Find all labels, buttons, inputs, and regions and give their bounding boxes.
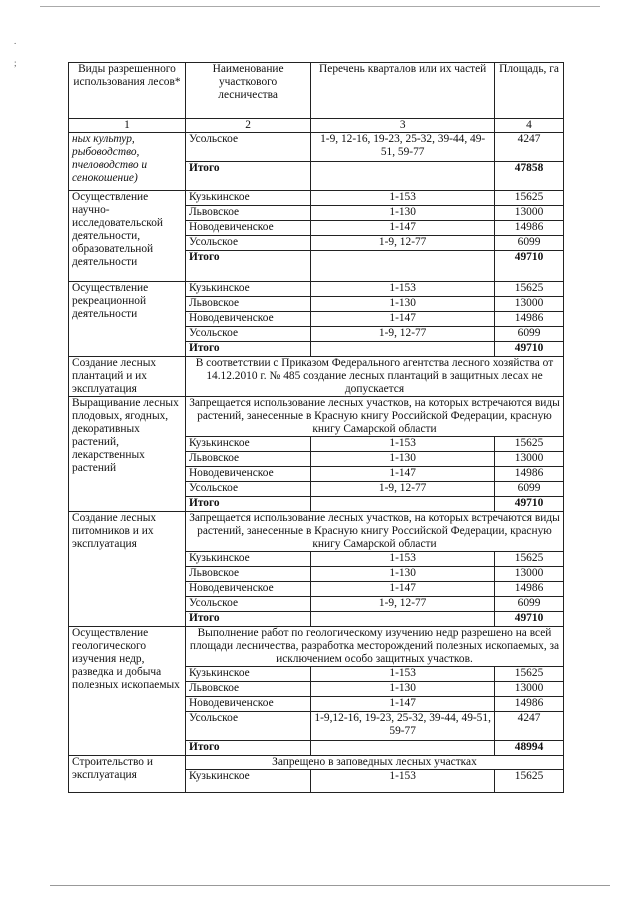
quarters-cell: 1-130 <box>311 567 495 582</box>
forestry-name: Усольское <box>185 327 310 342</box>
quarters-cell: 1-147 <box>311 221 495 236</box>
quarters-cell: 1-153 <box>311 282 495 297</box>
quarters-cell: 1-9,12-16, 19-23, 25-32, 39-44, 49-51, 59-77 <box>311 712 495 741</box>
table-row <box>69 627 564 667</box>
column-number: 2 <box>185 119 310 133</box>
quarters-cell: 1-147 <box>311 312 495 327</box>
table-row <box>69 191 564 206</box>
quarters-cell: 1-9, 12-77 <box>311 327 495 342</box>
area-cell: 6099 <box>495 597 564 612</box>
area-cell: 6099 <box>495 236 564 251</box>
total-area: 49710 <box>495 251 564 282</box>
table-row <box>69 512 564 552</box>
column-number: 3 <box>311 119 495 133</box>
forestry-name: Новодевиченское <box>185 312 310 327</box>
forestry-name: Усольское <box>185 133 310 162</box>
forestry-name: Львовское <box>185 567 310 582</box>
area-cell: 15625 <box>495 552 564 567</box>
area-cell: 15625 <box>495 191 564 206</box>
total-label: Итого <box>185 251 310 282</box>
area-cell: 13000 <box>495 567 564 582</box>
quarters-cell: 1-9, 12-77 <box>311 236 495 251</box>
area-cell: 15625 <box>495 667 564 682</box>
quarters-cell: 1-9, 12-77 <box>311 597 495 612</box>
area-cell: 14986 <box>495 312 564 327</box>
total-area: 49710 <box>495 342 564 357</box>
area-cell: 15625 <box>495 282 564 297</box>
forestry-name: Усольское <box>185 597 310 612</box>
header-use-type: Виды разрешенного использования лесов* <box>69 63 186 119</box>
total-area: 49710 <box>495 497 564 512</box>
total-label: Итого <box>185 497 310 512</box>
use-type-cell: Строительство и эксплуатация <box>69 756 186 793</box>
quarters-cell: 1-130 <box>311 206 495 221</box>
area-cell: 14986 <box>495 221 564 236</box>
area-cell: 13000 <box>495 206 564 221</box>
header-quarters: Перечень кварталов или их частей <box>311 63 495 119</box>
quarters-cell: 1-147 <box>311 467 495 482</box>
restriction-note: Запрещается использование лесных участков, на которых встречаются виды растений, занесенные в Красную книгу Российской Федерации, красную книгу Самарской области <box>185 512 563 552</box>
table-row <box>69 357 564 397</box>
quarters-cell: 1-153 <box>311 437 495 452</box>
quarters-cell: 1-147 <box>311 697 495 712</box>
total-area: 48994 <box>495 741 564 756</box>
column-number: 1 <box>69 119 186 133</box>
total-area: 49710 <box>495 612 564 627</box>
quarters-cell: 1-153 <box>311 770 495 793</box>
area-cell: 15625 <box>495 437 564 452</box>
forestry-name: Львовское <box>185 682 310 697</box>
forestry-name: Усольское <box>185 482 310 497</box>
forestry-name: Кузькинское <box>185 770 310 793</box>
quarters-cell: 1-130 <box>311 452 495 467</box>
column-number-row <box>69 119 564 133</box>
area-cell: 15625 <box>495 770 564 793</box>
forestry-name: Усольское <box>185 712 310 741</box>
area-cell: 13000 <box>495 682 564 697</box>
forestry-name: Новодевиченское <box>185 582 310 597</box>
header-area: Площадь, га <box>495 63 564 119</box>
quarters-cell: 1-9, 12-77 <box>311 482 495 497</box>
quarters-cell: 1-9, 12-16, 19-23, 25-32, 39-44, 49-51, 59-77 <box>311 133 495 162</box>
total-label: Итого <box>185 612 310 627</box>
area-cell: 14986 <box>495 582 564 597</box>
total-label: Итого <box>185 162 310 191</box>
table-row <box>69 756 564 770</box>
forestry-name: Усольское <box>185 236 310 251</box>
forestry-name: Новодевиченское <box>185 697 310 712</box>
column-number: 4 <box>495 119 564 133</box>
scan-bottom-edge <box>50 885 610 886</box>
quarters-cell: 1-147 <box>311 582 495 597</box>
forestry-name: Львовское <box>185 452 310 467</box>
area-cell: 13000 <box>495 297 564 312</box>
forestry-name: Кузькинское <box>185 191 310 206</box>
total-label: Итого <box>185 741 310 756</box>
quarters-cell: 1-130 <box>311 297 495 312</box>
quarters-cell: 1-153 <box>311 191 495 206</box>
forestry-name: Новодевиченское <box>185 221 310 236</box>
restriction-note: Запрещается использование лесных участков, на которых встречаются виды растений, занесенные в Красную книгу Российской Федерации, красную книгу Самарской области <box>185 397 563 437</box>
scan-top-edge <box>40 6 600 7</box>
total-area: 47858 <box>495 162 564 191</box>
quarters-cell: 1-130 <box>311 682 495 697</box>
area-cell: 6099 <box>495 327 564 342</box>
area-cell: 4247 <box>495 133 564 162</box>
use-type-cell: Выращивание лесных плодовых, ягодных, декоративных растений, лекарственных растений <box>69 397 186 512</box>
use-type-cell: Создание лесных плантаций и их эксплуатация <box>69 357 186 397</box>
total-label: Итого <box>185 342 310 357</box>
restriction-note: В соответствии с Приказом Федерального агентства лесного хозяйства от 14.12.2010 г. № 485 создание лесных плантаций в защитных лесах не допускается <box>185 357 563 397</box>
table-row <box>69 133 564 162</box>
forest-use-table <box>68 62 564 793</box>
forestry-name: Львовское <box>185 297 310 312</box>
forestry-name: Кузькинское <box>185 282 310 297</box>
forestry-name: Львовское <box>185 206 310 221</box>
forestry-name: Новодевиченское <box>185 467 310 482</box>
area-cell: 14986 <box>495 467 564 482</box>
restriction-note: Запрещено в заповедных лесных участках <box>185 756 563 770</box>
restriction-note: Выполнение работ по геологическому изучению недр разрешено на всей площади лесничества, разработка месторождений полезных ископаемых, за исключением особо защитных участков. <box>185 627 563 667</box>
header-forestry-name: Наименование участкового лесничества <box>185 63 310 119</box>
forestry-name: Кузькинское <box>185 437 310 452</box>
use-type-cell: Осуществление научно-исследовательской деятельности, образовательной деятельности <box>69 191 186 282</box>
use-type-cell: Создание лесных питомников и их эксплуатация <box>69 512 186 627</box>
use-type-cell: ных культур, рыбоводство, пчеловодство и сенокошение) <box>69 133 186 191</box>
use-type-cell: Осуществление рекреационной деятельности <box>69 282 186 357</box>
area-cell: 6099 <box>495 482 564 497</box>
forestry-name: Кузькинское <box>185 667 310 682</box>
quarters-cell: 1-153 <box>311 667 495 682</box>
table-row <box>69 282 564 297</box>
table-header-row <box>69 63 564 119</box>
scan-mark: . <box>14 36 17 46</box>
table-row <box>69 397 564 437</box>
scan-mark: ; <box>14 58 17 68</box>
area-cell: 13000 <box>495 452 564 467</box>
area-cell: 14986 <box>495 697 564 712</box>
forestry-name: Кузькинское <box>185 552 310 567</box>
use-type-cell: Осуществление геологического изучения недр, разведка и добыча полезных ископаемых <box>69 627 186 756</box>
area-cell: 4247 <box>495 712 564 741</box>
quarters-cell: 1-153 <box>311 552 495 567</box>
